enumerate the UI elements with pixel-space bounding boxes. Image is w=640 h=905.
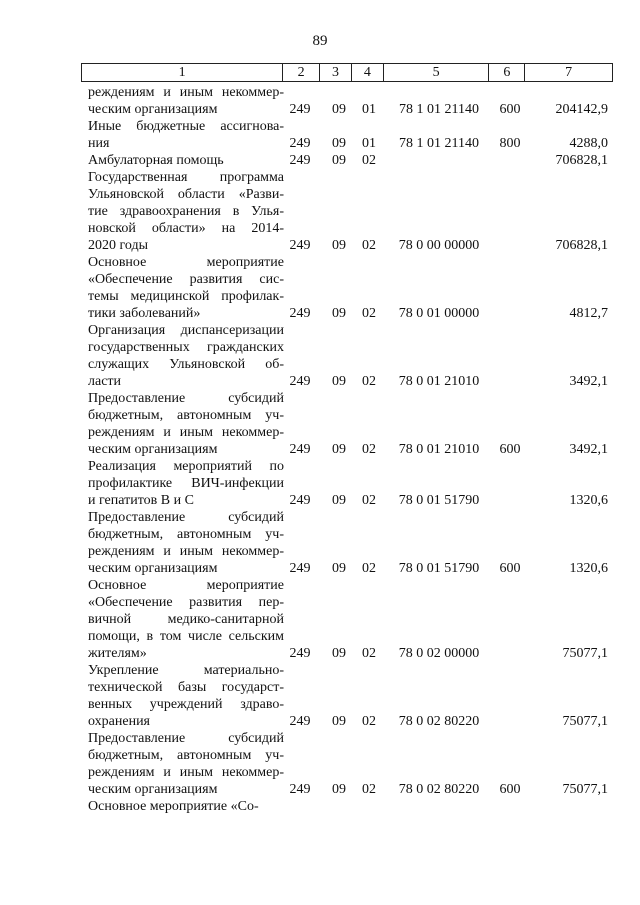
cell-c2: 249	[289, 136, 311, 151]
cell-c5: 78 0 01 21010	[398, 442, 480, 457]
cell-c2: 249	[289, 561, 311, 576]
description-line: ческим организациям	[88, 102, 218, 117]
cell-c4: 02	[362, 442, 376, 457]
cell-c3: 09	[332, 306, 346, 321]
cell-c2: 249	[289, 374, 311, 389]
cell-c6: 600	[499, 561, 521, 576]
table-row	[0, 169, 640, 254]
cell-c7: 3492,1	[569, 442, 608, 457]
cell-c2: 249	[289, 306, 311, 321]
description-line: профилактике ВИЧ-инфекции	[88, 476, 284, 491]
cell-c6: 600	[499, 782, 521, 797]
description-line: ласти	[88, 374, 122, 389]
cell-c2: 249	[289, 493, 311, 508]
cell-c3: 09	[332, 442, 346, 457]
table-body	[0, 84, 640, 815]
row-description	[88, 730, 284, 798]
cell-c4: 02	[362, 306, 376, 321]
header-col-7: 7	[565, 65, 573, 80]
cell-c4: 02	[362, 493, 376, 508]
cell-c2: 249	[289, 102, 311, 117]
description-line: Основное мероприятие «Со-	[88, 799, 259, 814]
cell-c3: 09	[332, 561, 346, 576]
description-line: Реализация мероприятий по	[88, 459, 284, 474]
description-line: «Обеспечение развития пер-	[88, 595, 284, 610]
cell-c7: 1320,6	[569, 561, 608, 576]
cell-c5: 78 0 01 51790	[398, 493, 480, 508]
header-col-6: 6	[489, 64, 525, 81]
description-line: тие здравоохранения в Улья-	[88, 204, 284, 219]
cell-c3: 09	[332, 646, 346, 661]
cell-c7: 3492,1	[569, 374, 608, 389]
cell-c4: 02	[362, 782, 376, 797]
cell-c3: 09	[332, 238, 346, 253]
cell-c7: 706828,1	[555, 153, 608, 168]
description-line: технической базы государст-	[88, 680, 284, 695]
cell-c3: 09	[332, 374, 346, 389]
cell-c4: 02	[362, 374, 376, 389]
description-line: и гепатитов В и С	[88, 493, 194, 508]
table-row	[0, 509, 640, 577]
description-line: реждениям и иным некоммер-	[88, 85, 284, 100]
row-description	[88, 509, 284, 577]
header-col-1: 1	[82, 64, 283, 81]
row-description	[88, 390, 284, 458]
description-line: Иные бюджетные ассигнова-	[88, 119, 284, 134]
header-col-5: 5	[384, 64, 490, 81]
description-line: Основное мероприятие	[88, 255, 284, 270]
table-header	[81, 63, 613, 82]
table-row	[0, 152, 640, 169]
cell-c5: 78 0 00 00000	[398, 238, 480, 253]
description-line: венных учреждений здраво-	[88, 697, 284, 712]
description-line: государственных гражданских	[88, 340, 284, 355]
header-col-2: 2	[283, 64, 320, 81]
description-line: служащих Ульяновской об-	[88, 357, 284, 372]
description-line: Организация диспансеризации	[88, 323, 284, 338]
cell-c5: 78 0 01 51790	[398, 561, 480, 576]
description-line: реждениям и иным некоммер-	[88, 425, 284, 440]
row-description	[88, 254, 284, 322]
cell-c2: 249	[289, 714, 311, 729]
cell-c2: 249	[289, 442, 311, 457]
table-row	[0, 730, 640, 798]
description-line: 2020 годы	[88, 238, 149, 253]
description-line: Ульяновской области «Разви-	[88, 187, 284, 202]
cell-c4: 02	[362, 238, 376, 253]
description-line: помощи, в том числе сельским	[88, 629, 284, 644]
description-line: реждениям и иным некоммер-	[88, 765, 284, 780]
page-number: 89	[312, 33, 328, 49]
description-line: жителям»	[88, 646, 147, 661]
cell-c4: 01	[362, 102, 376, 117]
cell-c5: 78 0 02 00000	[398, 646, 480, 661]
description-line: бюджетным, автономным уч-	[88, 748, 284, 763]
header-col-4: 4	[352, 64, 384, 81]
cell-c5: 78 0 02 80220	[398, 782, 480, 797]
description-line: охранения	[88, 714, 150, 729]
cell-c5: 78 0 01 00000	[398, 306, 480, 321]
description-line: Предоставление субсидий	[88, 731, 284, 746]
cell-c4: 02	[362, 153, 376, 168]
cell-c6: 800	[499, 136, 521, 151]
row-description	[88, 798, 284, 815]
row-description	[88, 458, 284, 509]
cell-c7: 75077,1	[562, 782, 608, 797]
cell-c3: 09	[332, 102, 346, 117]
cell-c4: 01	[362, 136, 376, 151]
cell-c7: 75077,1	[562, 714, 608, 729]
cell-c6: 600	[499, 442, 521, 457]
description-line: «Обеспечение развития сис-	[88, 272, 284, 287]
row-description	[88, 118, 284, 152]
description-line: Предоставление субсидий	[88, 391, 284, 406]
description-line: темы медицинской профилак-	[88, 289, 284, 304]
row-description	[88, 152, 284, 169]
description-line: реждениям и иным некоммер-	[88, 544, 284, 559]
description-line: Укрепление материально-	[88, 663, 284, 678]
description-line: бюджетным, автономным уч-	[88, 527, 284, 542]
table-row	[0, 798, 640, 815]
table-row	[0, 390, 640, 458]
table-row	[0, 577, 640, 662]
cell-c2: 249	[289, 153, 311, 168]
cell-c4: 02	[362, 646, 376, 661]
description-line: ческим организациям	[88, 442, 218, 457]
table-row	[0, 662, 640, 730]
table-row	[0, 322, 640, 390]
table-row	[0, 458, 640, 509]
table-row	[0, 118, 640, 152]
cell-c3: 09	[332, 782, 346, 797]
cell-c2: 249	[289, 646, 311, 661]
row-description	[88, 577, 284, 662]
description-line: Государственная программа	[88, 170, 284, 185]
description-line: бюджетным, автономным уч-	[88, 408, 284, 423]
row-description	[88, 84, 284, 118]
cell-c5: 78 0 01 21010	[398, 374, 480, 389]
cell-c4: 02	[362, 561, 376, 576]
cell-c2: 249	[289, 238, 311, 253]
description-line: вичной медико-санитарной	[88, 612, 284, 627]
header-col-3: 3	[320, 64, 352, 81]
description-line: тики заболеваний»	[88, 306, 201, 321]
cell-c3: 09	[332, 136, 346, 151]
description-line: Амбулаторная помощь	[88, 153, 224, 168]
row-description	[88, 662, 284, 730]
description-line: Основное мероприятие	[88, 578, 284, 593]
cell-c7: 4288,0	[569, 136, 608, 151]
cell-c4: 02	[362, 714, 376, 729]
row-description	[88, 169, 284, 254]
cell-c5: 78 1 01 21140	[399, 136, 479, 151]
row-description	[88, 322, 284, 390]
description-line: ческим организациям	[88, 561, 218, 576]
cell-c3: 09	[332, 153, 346, 168]
cell-c5: 78 1 01 21140	[399, 102, 479, 117]
description-line: Предоставление субсидий	[88, 510, 284, 525]
cell-c3: 09	[332, 714, 346, 729]
description-line: ния	[88, 136, 110, 151]
cell-c6: 600	[499, 102, 521, 117]
cell-c7: 204142,9	[555, 102, 608, 117]
description-line: ческим организациям	[88, 782, 218, 797]
cell-c7: 1320,6	[569, 493, 608, 508]
cell-c7: 75077,1	[562, 646, 608, 661]
cell-c7: 706828,1	[555, 238, 608, 253]
cell-c5: 78 0 02 80220	[398, 714, 480, 729]
cell-c7: 4812,7	[569, 306, 608, 321]
table-row	[0, 254, 640, 322]
description-line: новской области» на 2014-	[88, 221, 284, 236]
table-row	[0, 84, 640, 118]
cell-c3: 09	[332, 493, 346, 508]
cell-c2: 249	[289, 782, 311, 797]
